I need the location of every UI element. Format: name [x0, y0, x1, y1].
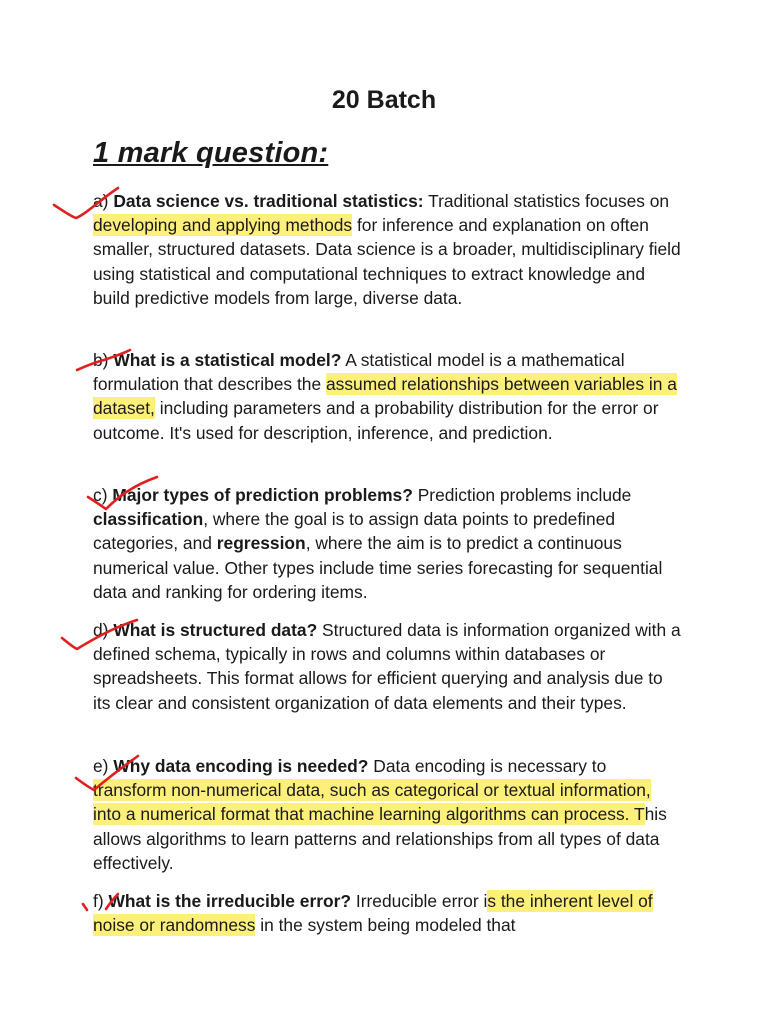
bold-term: regression [216, 533, 306, 554]
question-letter: e) [93, 756, 109, 776]
section-heading: 1 mark question: [93, 137, 329, 169]
question-f [93, 889, 683, 937]
question-letter: b) [93, 350, 109, 370]
answer-text: A statistical model is a mathematical formulation that describes the [93, 350, 625, 395]
page-title: 20 Batch [331, 86, 437, 114]
answer-text: Traditional statistics focuses on [428, 191, 670, 211]
question-letter: d) [93, 620, 109, 640]
answer-text: for inference and explanation on often smaller, structured datasets. Data science is a broader, multidisciplinary field using statistical and computational techniques to extract knowledge and build predictive models from large, diverse data. [93, 215, 681, 308]
highlighted-text: developing and applying methods [93, 215, 353, 236]
answer-text: his allows algorithms to learn patterns and relationships from all types of data effectively. [93, 804, 667, 873]
answer-text: in the system being modeled that [255, 915, 516, 936]
question-text: What is the irreducible error? [108, 891, 352, 911]
question-b [93, 348, 683, 445]
answer-text: including parameters and a probability distribution for the error or outcome. It's used for description, inference, and prediction. [93, 398, 659, 443]
answer-text: , where the aim is to predict a continuous numerical value. Other types include time series forecasting for sequential data and ranking for ordering items. [93, 533, 663, 602]
question-text: What is a statistical model? [113, 350, 342, 370]
question-c [93, 483, 683, 604]
question-letter: f) [93, 891, 104, 911]
highlighted-text: s the inherent level of noise or randomness [93, 891, 653, 936]
question-a [93, 189, 683, 310]
question-text: Major types of prediction problems? [112, 485, 413, 505]
question-e [93, 754, 683, 875]
answer-text: , where the goal is to assign data points to predefined categories, and [93, 509, 616, 554]
question-letter: a) [93, 191, 109, 211]
question-text: What is structured data? [113, 620, 318, 640]
answer-text: Data encoding is necessary to [373, 756, 607, 776]
question-text: Why data encoding is needed? [113, 756, 369, 776]
highlighted-text: transform non-numerical data, such as categorical or textual information, into a numerical format that machine learning algorithms can process. T [93, 780, 651, 825]
check-mark-icon [83, 904, 87, 910]
answer-text: Structured data is information organized with a defined schema, typically in rows and columns within databases or spreadsheets. This format allows for efficient querying and analysis due to its clear and consistent organization of data elements and their types. [93, 620, 681, 713]
answer-text: Prediction problems include [417, 485, 632, 505]
question-d [93, 618, 683, 715]
answer-text: Irreducible error i [355, 891, 488, 911]
highlighted-text: assumed relationships between variables in a dataset, [93, 374, 677, 419]
bold-term: classification [93, 509, 204, 530]
question-text: Data science vs. traditional statistics: [113, 191, 424, 211]
question-letter: c) [93, 485, 108, 505]
